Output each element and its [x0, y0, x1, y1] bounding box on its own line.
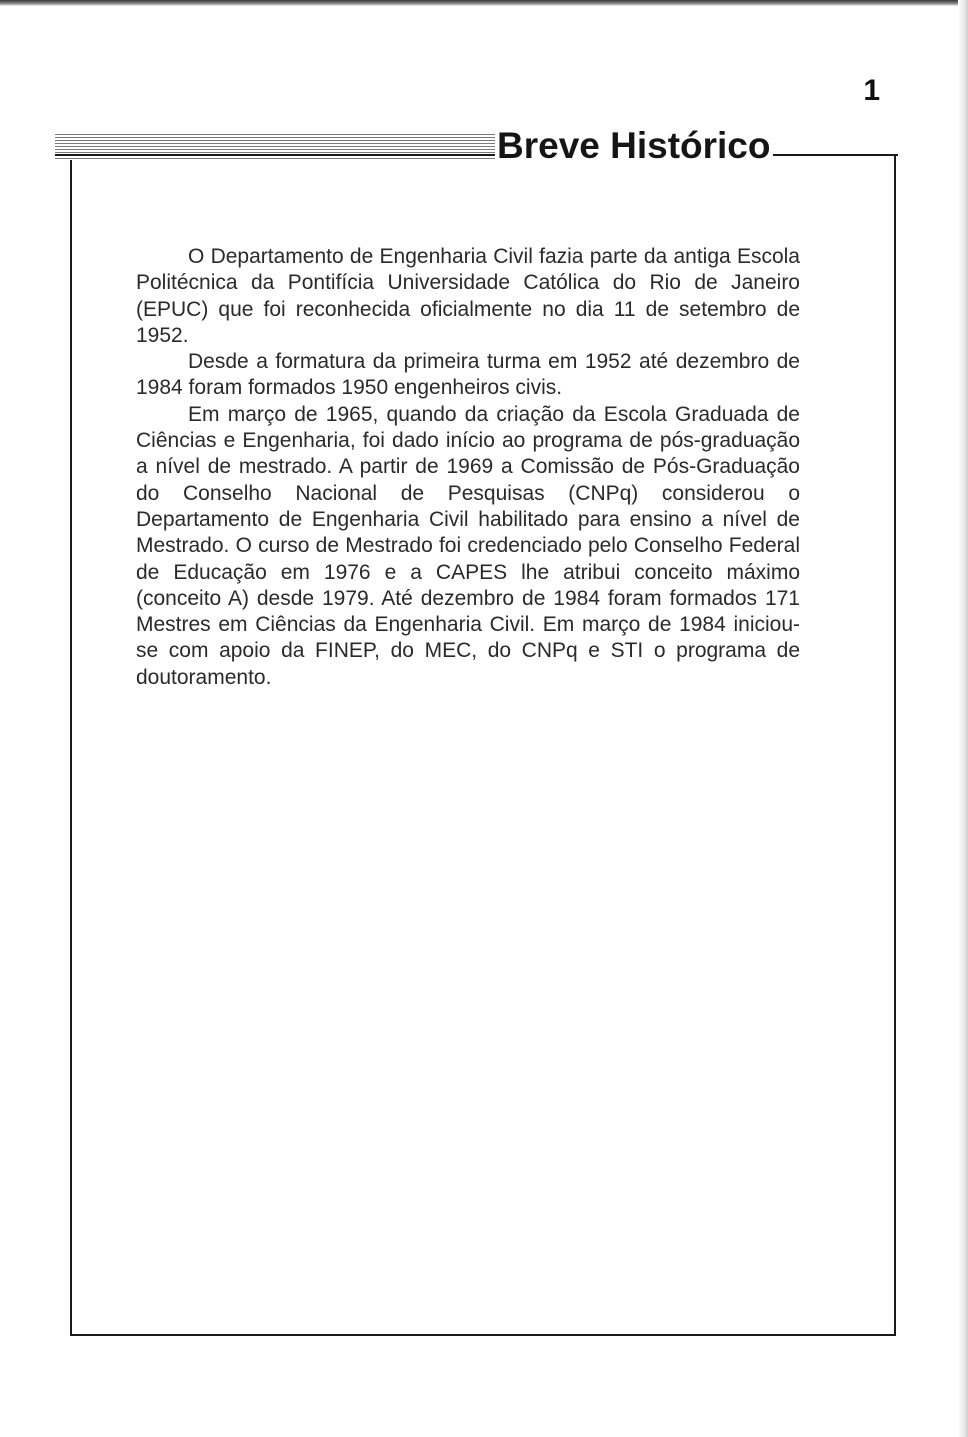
page-number: 1 — [863, 74, 880, 107]
body-text — [136, 244, 800, 691]
paragraph-postgraduate: Em março de 1965, quando da criação da Escola Graduada de Ciências e Engenharia, foi dado início ao programa de pós-graduação a nível de mestrado. A partir de 1969 a Comissão de Pós-Graduação do Conselho Nacional de Pesquisas (CNPq) considerou o Departamento de Engenharia Civil habilitado para ensino a nível de Mestrado. O curso de Mestrado foi credenciado pelo Conselho Federal de Educação em 1976 e a CAPES lhe atribui conceito máximo (conceito A) desde 1979. Até dezembro de 1984 foram formados 171 Mestres em Ciências da Engenharia Civil. Em março de 1984 iniciou-se com apoio da FINEP, do MEC, do CNPq e STI o programa de doutoramento. — [136, 402, 800, 689]
paragraph-graduates: Desde a formatura da primeira turma em 1952 até dezembro de 1984 foram formados 1950 engenheiros civis. — [136, 350, 800, 400]
title-rule-hatch — [55, 134, 495, 160]
paragraph-history-intro: O Departamento de Engenharia Civil fazia parte da antiga Escola Politécnica da Pontifícia Universidade Católica do Rio de Janeiro (EPUC) que foi reconhecida oficialmente no dia 11 de setembro de 1952. — [136, 245, 800, 347]
page-edge-shadow — [958, 0, 968, 1437]
section-title: Breve Histórico — [495, 122, 773, 170]
page-top-edge — [0, 0, 968, 6]
